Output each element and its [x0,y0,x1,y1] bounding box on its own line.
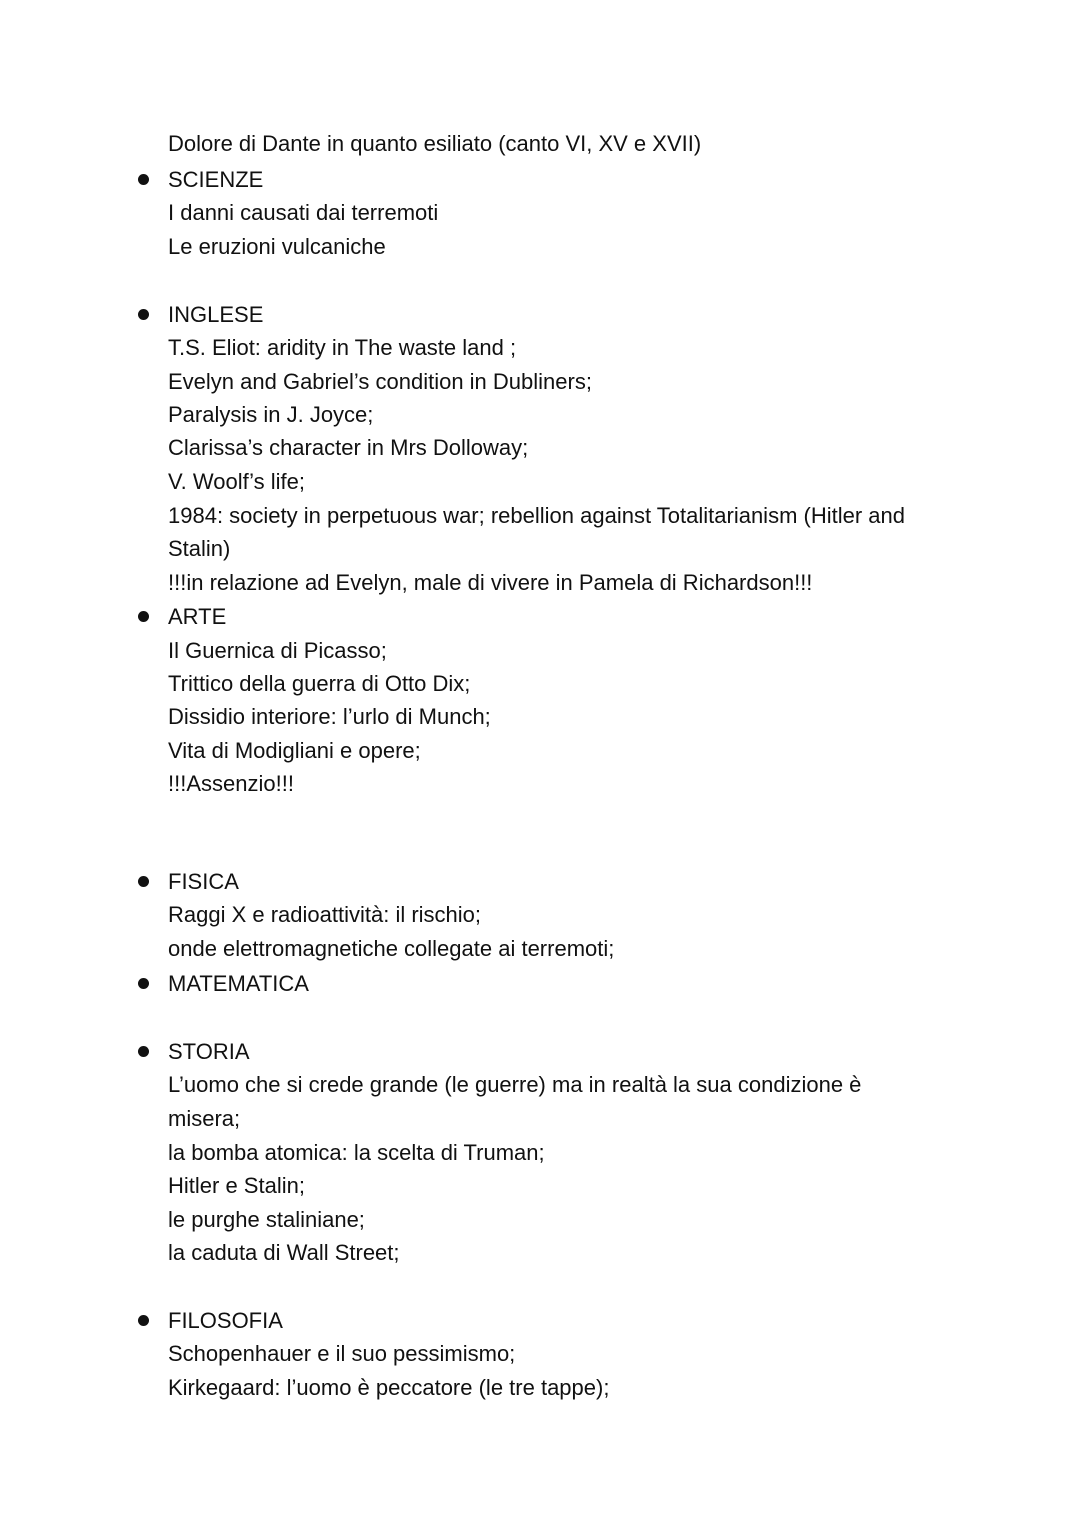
section-title-scienze: SCIENZE [168,167,264,192]
list-item: Clarissa’s character in Mrs Dolloway; [168,435,529,460]
list-item: Vita di Modigliani e opere; [168,738,421,763]
bullet-icon [138,1046,149,1057]
list-item: T.S. Eliot: aridity in The waste land ; [168,335,517,360]
section-title-arte: ARTE [168,604,227,629]
list-item: Schopenhauer e il suo pessimismo; [168,1341,516,1366]
list-item: onde elettromagnetiche collegate ai terremoti; [168,936,615,961]
section-title-fisica: FISICA [168,869,239,894]
bullet-icon [138,978,149,989]
bullet-icon [138,309,149,320]
list-item: !!!in relazione ad Evelyn, male di vivere in Pamela di Richardson!!! [168,570,813,595]
bullet-icon [138,1315,149,1326]
bullet-icon [138,174,149,185]
list-item: Paralysis in J. Joyce; [168,402,374,427]
list-item: Trittico della guerra di Otto Dix; [168,671,471,696]
list-item: 1984: society in perpetuous war; rebellion against Totalitarianism (Hitler and [168,503,905,528]
list-item: Hitler e Stalin; [168,1173,305,1198]
list-item: Stalin) [168,536,231,561]
section-title-filosofia: FILOSOFIA [168,1308,283,1333]
bullet-icon [138,876,149,887]
list-item: Dissidio interiore: l’urlo di Munch; [168,704,491,729]
list-item: Le eruzioni vulcaniche [168,234,386,259]
list-item: le purghe staliniane; [168,1207,365,1232]
list-item: misera; [168,1106,241,1131]
list-item: Evelyn and Gabriel’s condition in Dubliners; [168,369,592,394]
list-item: Kirkegaard: l’uomo è peccatore (le tre tappe); [168,1375,610,1400]
intro-line: Dolore di Dante in quanto esiliato (canto VI, XV e XVII) [168,131,702,156]
list-item: L’uomo che si crede grande (le guerre) ma in realtà la sua condizione è [168,1072,862,1097]
list-item: la bomba atomica: la scelta di Truman; [168,1140,545,1165]
list-item: V. Woolf’s life; [168,469,305,494]
list-item: Il Guernica di Picasso; [168,638,387,663]
section-title-storia: STORIA [168,1039,250,1064]
list-item: la caduta di Wall Street; [168,1240,400,1265]
list-item: Raggi X e radioattività: il rischio; [168,902,482,927]
list-item: I danni causati dai terremoti [168,200,439,225]
bullet-icon [138,611,149,622]
list-item: !!!Assenzio!!! [168,771,294,796]
section-title-inglese: INGLESE [168,302,264,327]
section-title-matematica: MATEMATICA [168,971,309,996]
